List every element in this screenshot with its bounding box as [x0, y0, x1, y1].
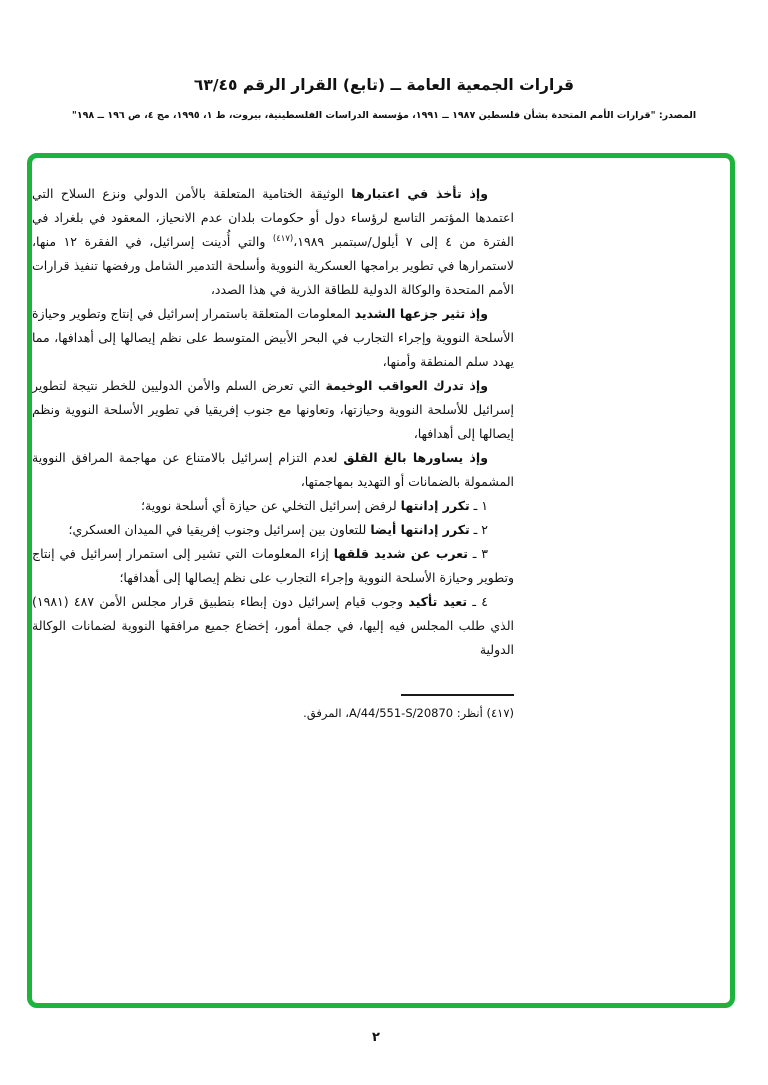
preamble-paragraph [32, 374, 514, 446]
preamble-paragraph [32, 446, 514, 494]
paragraph-lead: وإذ تدرك العواقب الوخيمة [325, 378, 488, 393]
footnote-reference-mark: (٤١٧) [272, 233, 294, 244]
operative-paragraph [32, 542, 514, 590]
preamble-paragraph [32, 302, 514, 374]
paragraph-lead: تعيد تأكيد [408, 594, 468, 609]
paragraph-text: التي تعرض السلم والأمن الدوليين للخطر نتيجة لتطوير إسرائيل للأسلحة النووية وحيازتها، وتعاونها مع جنوب إفريقيا في تطوير الأسلحة النووية ونظم إيصالها إلى أهدافها، [32, 378, 514, 441]
paragraph-text: المعلومات المتعلقة باستمرار إسرائيل في إنتاج وتطوير وحيازة الأسلحة النووية وإجراء التجارب في البحر الأبيض المتوسط على نظم إيصالها إلى أهدافها، مما يهدد سلم المنطقة وأمنها، [32, 306, 514, 369]
resolution-body [32, 182, 514, 723]
paragraph-text: الوثيقة الختامية المتعلقة بالأمن الدولي ونزع السلاح التي اعتمدها المؤتمر التاسع لرؤساء دول أو حكومات بلدان عدم الانحياز، المعقود في بلغراد في الفترة من ٤ إلى ٧ أيلول/سبتمبر ١٩٨٩، [32, 186, 515, 249]
paragraph-text: والتي أُدينت إسرائيل، في الفقرة ١٢ منها، لاستمرارها في تطوير برامجها العسكرية النووية وأسلحة التدمير الشامل ورفضها تنفيذ قرارات الأمم المتحدة والوكالة الدولية للطاقة الذرية في هذا الصدد، [32, 234, 514, 297]
operative-paragraph [32, 590, 514, 662]
paragraph-text: لعدم التزام إسرائيل بالامتناع عن مهاجمة المرافق النووية المشمولة بالضمانات أو التهديد بمهاجمتها، [32, 450, 514, 489]
paragraph-text: لرفض إسرائيل التخلي عن حيازة أي أسلحة نووية؛ [141, 498, 401, 513]
paragraph-text: وجوب قيام إسرائيل دون إبطاء بتطبيق قرار مجلس الأمن ٤٨٧ (١٩٨١) الذي طلب المجلس فيه إليها، في جملة أمور، إخضاع جميع مرافقها النووية لضمانات الوكالة الدولية [32, 594, 514, 657]
page-number: ٢ [372, 1030, 380, 1045]
paragraph-text: إزاء المعلومات التي تشير إلى استمرار إسرائيل في إنتاج وتطوير وحيازة الأسلحة النووية وإجراء التجارب على نظم إيصالها إلى أهدافها؛ [32, 546, 514, 585]
operative-paragraph [32, 518, 514, 542]
preamble-paragraph [32, 182, 514, 302]
footnote-marker: (٤١٧) [486, 706, 514, 720]
highlight-border-box [27, 153, 735, 1008]
item-number: ٢ ـ [469, 522, 488, 537]
paragraph-lead: تكرر إدانتها أيضا [370, 522, 470, 537]
item-number: ١ ـ [469, 498, 488, 513]
page-title: قرارات الجمعية العامة ــ (تابع) القرار الرقم ٦٣/٤٥ [193, 76, 575, 94]
paragraph-lead: وإذ تثير جزعها الشديد [354, 306, 488, 321]
paragraph-lead: تكرر إدانتها [400, 498, 470, 513]
paragraph-text: للتعاون بين إسرائيل وجنوب إفريقيا في الميدان العسكري؛ [68, 522, 371, 537]
operative-paragraph [32, 494, 514, 518]
item-number: ٤ ـ [467, 594, 488, 609]
paragraph-lead: تعرب عن شديد قلقها [333, 546, 468, 561]
source-line: المصدر: "قرارات الأمم المتحدة بشأن فلسطين ١٩٨٧ ــ ١٩٩١، مؤسسة الدراسات الفلسطينية، بيروت، ط ١، ١٩٩٥، مج ٤، ص ١٩٦ ــ ١٩٨" [71, 110, 697, 121]
footnote-area [32, 694, 514, 723]
footnote-divider [401, 694, 514, 696]
footnote-text: أنظر: A/44/551-S/20870، المرفق. [303, 706, 483, 720]
footnote [32, 703, 514, 723]
item-number: ٣ ـ [467, 546, 488, 561]
paragraph-lead: وإذ تأخذ في اعتبارها [351, 186, 488, 201]
paragraph-lead: وإذ يساورها بالغ القلق [343, 450, 488, 465]
